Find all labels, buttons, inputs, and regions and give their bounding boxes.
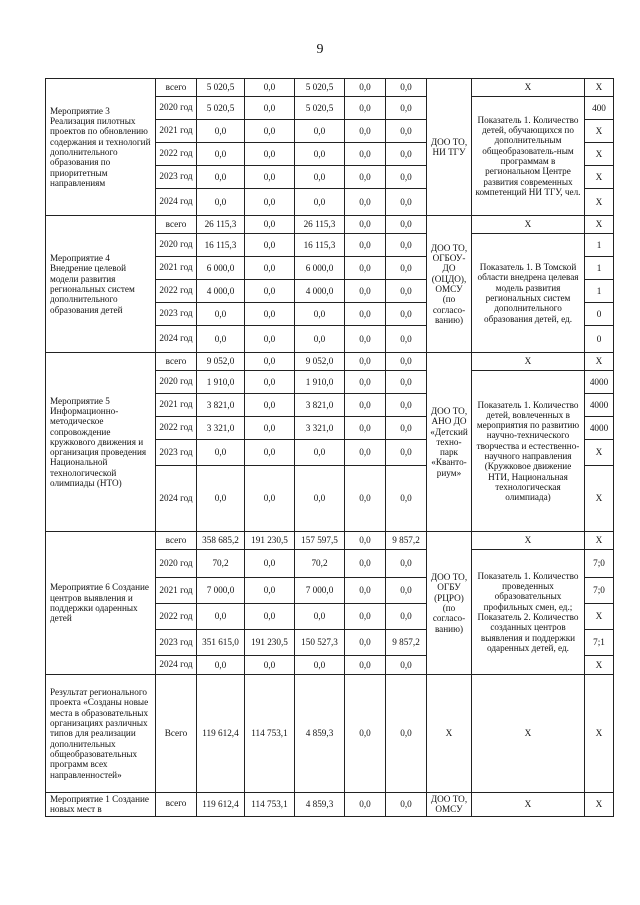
amount-cell: 0,0 — [345, 417, 386, 440]
amount-cell: 9 857,2 — [386, 532, 427, 550]
amount-cell: 0,0 — [245, 166, 295, 189]
year-cell: 2023 год — [156, 630, 197, 656]
year-cell: 2022 год — [156, 143, 197, 166]
amount-cell: 0,0 — [295, 166, 345, 189]
amount-cell: 0,0 — [295, 466, 345, 532]
amount-cell: 0,0 — [345, 166, 386, 189]
amount-cell: 191 230,5 — [245, 532, 295, 550]
target-value-cell: Х — [585, 440, 614, 466]
target-value-cell: Х — [585, 466, 614, 532]
target-value-cell: 7;0 — [585, 550, 614, 578]
indicator-x-cell: Х — [472, 675, 585, 793]
amount-cell: 0,0 — [245, 604, 295, 630]
year-cell: 2020 год — [156, 97, 197, 120]
amount-cell: 0,0 — [386, 417, 427, 440]
amount-cell: 3 821,0 — [197, 394, 245, 417]
target-value-cell: Х — [585, 793, 614, 817]
amount-cell: 0,0 — [386, 79, 427, 97]
amount-cell: 0,0 — [345, 353, 386, 371]
executor-cell: ДОО ТО, ОГБОУ-ДО (ОЦДО), ОМСУ (по согласо-ванию) — [427, 216, 472, 353]
event-cell: Мероприятие 5 Информационно-методическое сопровождение кружкового движения и организация проведения Национальной технологической олимпиады (НТО) — [46, 353, 156, 532]
target-value-cell: 4000 — [585, 371, 614, 394]
amount-cell: 0,0 — [245, 656, 295, 675]
year-cell: 2021 год — [156, 394, 197, 417]
year-cell: 2020 год — [156, 234, 197, 257]
amount-cell: 0,0 — [345, 97, 386, 120]
amount-cell: 0,0 — [386, 578, 427, 604]
amount-cell: 0,0 — [295, 120, 345, 143]
amount-cell: 5 020,5 — [295, 79, 345, 97]
year-cell: 2023 год — [156, 440, 197, 466]
indicator-x-cell: Х — [472, 79, 585, 97]
amount-cell: 0,0 — [245, 120, 295, 143]
target-value-cell: 4000 — [585, 394, 614, 417]
amount-cell: 0,0 — [386, 97, 427, 120]
amount-cell: 0,0 — [345, 189, 386, 216]
amount-cell: 3 321,0 — [197, 417, 245, 440]
target-value-cell: Х — [585, 216, 614, 234]
amount-cell: 0,0 — [295, 656, 345, 675]
table-row — [46, 532, 614, 550]
target-value-cell: Х — [585, 120, 614, 143]
amount-cell: 0,0 — [386, 166, 427, 189]
amount-cell: 0,0 — [245, 326, 295, 353]
table-row — [46, 216, 614, 234]
amount-cell: 0,0 — [197, 143, 245, 166]
event-cell: Мероприятие 4 Внедрение целевой модели развития региональных систем дополнительного образования детей — [46, 216, 156, 353]
amount-cell: 0,0 — [386, 793, 427, 817]
amount-cell: 114 753,1 — [245, 675, 295, 793]
amount-cell: 0,0 — [197, 189, 245, 216]
amount-cell: 0,0 — [345, 371, 386, 394]
amount-cell: 0,0 — [386, 326, 427, 353]
amount-cell: 0,0 — [245, 353, 295, 371]
amount-cell: 9 052,0 — [295, 353, 345, 371]
table-row — [46, 793, 614, 817]
amount-cell: 0,0 — [345, 793, 386, 817]
executor-cell: ДОО ТО, ОГБУ (РЦРО) (по согласо-ванию) — [427, 532, 472, 675]
amount-cell: 0,0 — [345, 466, 386, 532]
target-value-cell: 1 — [585, 234, 614, 257]
target-value-cell: Х — [585, 353, 614, 371]
year-cell: 2021 год — [156, 120, 197, 143]
indicator-x-cell: Х — [472, 532, 585, 550]
amount-cell: 0,0 — [245, 394, 295, 417]
amount-cell: 0,0 — [386, 143, 427, 166]
amount-cell: 0,0 — [245, 578, 295, 604]
amount-cell: 5 020,5 — [295, 97, 345, 120]
amount-cell: 5 020,5 — [197, 79, 245, 97]
amount-cell: 0,0 — [386, 216, 427, 234]
target-value-cell: 400 — [585, 97, 614, 120]
target-value-cell: 4000 — [585, 417, 614, 440]
target-value-cell: Х — [585, 675, 614, 793]
indicator-cell: Показатель 1. Количество проведенных образовательных профильных смен, ед.; Показатель 2. Количество созданных центров выявления и поддержки одаренных детей, ед. — [472, 550, 585, 675]
amount-cell: 0,0 — [386, 466, 427, 532]
amount-cell: 0,0 — [295, 189, 345, 216]
executor-cell: ДОО ТО, НИ ТГУ — [427, 79, 472, 216]
year-cell: 2020 год — [156, 550, 197, 578]
amount-cell: 0,0 — [386, 234, 427, 257]
amount-cell: 16 115,3 — [197, 234, 245, 257]
amount-cell: 0,0 — [197, 166, 245, 189]
executor-cell: ДОО ТО, ОМСУ — [427, 793, 472, 817]
year-cell: 2023 год — [156, 166, 197, 189]
target-value-cell: Х — [585, 79, 614, 97]
amount-cell: 0,0 — [345, 604, 386, 630]
year-cell: Всего — [156, 675, 197, 793]
amount-cell: 4 859,3 — [295, 675, 345, 793]
amount-cell: 0,0 — [295, 440, 345, 466]
amount-cell: 0,0 — [197, 656, 245, 675]
amount-cell: 0,0 — [295, 143, 345, 166]
amount-cell: 0,0 — [245, 257, 295, 280]
amount-cell: 0,0 — [345, 326, 386, 353]
amount-cell: 0,0 — [386, 303, 427, 326]
amount-cell: 0,0 — [386, 675, 427, 793]
year-cell: 2024 год — [156, 189, 197, 216]
year-cell: 2022 год — [156, 417, 197, 440]
amount-cell: 0,0 — [386, 394, 427, 417]
target-value-cell: 0 — [585, 303, 614, 326]
amount-cell: 119 612,4 — [197, 793, 245, 817]
indicator-cell: Показатель 1. В Томской области внедрена целевая модель развития региональных систем дополнительного образования детей, ед. — [472, 234, 585, 353]
amount-cell: 0,0 — [386, 656, 427, 675]
event-cell: Мероприятие 1 Создание новых мест в — [46, 793, 156, 817]
indicator-cell: Показатель 1. Количество детей, вовлеченных в мероприятия по развитию научно-технического творчества и естественно-научного направления (Кружковое движение НТИ, Национальная технологическая олимпиада) — [472, 371, 585, 532]
amount-cell: 26 115,3 — [197, 216, 245, 234]
indicator-x-cell: Х — [472, 353, 585, 371]
year-cell: 2024 год — [156, 466, 197, 532]
amount-cell: 0,0 — [245, 371, 295, 394]
target-value-cell: 1 — [585, 257, 614, 280]
amount-cell: 0,0 — [245, 440, 295, 466]
amount-cell: 7 000,0 — [197, 578, 245, 604]
year-cell: всего — [156, 353, 197, 371]
amount-cell: 191 230,5 — [245, 630, 295, 656]
year-cell: всего — [156, 532, 197, 550]
table-row — [46, 79, 614, 97]
amount-cell: 4 859,3 — [295, 793, 345, 817]
amount-cell: 0,0 — [345, 303, 386, 326]
amount-cell: 0,0 — [386, 550, 427, 578]
amount-cell: 0,0 — [245, 466, 295, 532]
amount-cell: 0,0 — [245, 303, 295, 326]
amount-cell: 0,0 — [245, 417, 295, 440]
amount-cell: 351 615,0 — [197, 630, 245, 656]
amount-cell: 70,2 — [295, 550, 345, 578]
amount-cell: 119 612,4 — [197, 675, 245, 793]
amount-cell: 0,0 — [345, 257, 386, 280]
target-value-cell: 7;0 — [585, 578, 614, 604]
year-cell: 2023 год — [156, 303, 197, 326]
amount-cell: 26 115,3 — [295, 216, 345, 234]
amount-cell: 0,0 — [345, 532, 386, 550]
year-cell: 2022 год — [156, 280, 197, 303]
executor-cell: Х — [427, 675, 472, 793]
year-cell: всего — [156, 793, 197, 817]
amount-cell: 9 857,2 — [386, 630, 427, 656]
amount-cell: 0,0 — [197, 120, 245, 143]
amount-cell: 9 052,0 — [197, 353, 245, 371]
target-value-cell: 1 — [585, 280, 614, 303]
indicator-cell: Показатель 1. Количество детей, обучающихся по дополнительным общеобразователь-ным программам в региональном Центре развития современных компетенций НИ ТГУ, чел. — [472, 97, 585, 216]
target-value-cell: Х — [585, 189, 614, 216]
amount-cell: 0,0 — [245, 550, 295, 578]
amount-cell: 0,0 — [345, 79, 386, 97]
amount-cell: 0,0 — [245, 216, 295, 234]
amount-cell: 0,0 — [245, 280, 295, 303]
amount-cell: 4 000,0 — [295, 280, 345, 303]
amount-cell: 0,0 — [295, 604, 345, 630]
amount-cell: 4 000,0 — [197, 280, 245, 303]
amount-cell: 0,0 — [345, 143, 386, 166]
target-value-cell: Х — [585, 532, 614, 550]
amount-cell: 0,0 — [245, 234, 295, 257]
amount-cell: 0,0 — [386, 353, 427, 371]
amount-cell: 0,0 — [386, 604, 427, 630]
amount-cell: 0,0 — [345, 550, 386, 578]
amount-cell: 0,0 — [245, 79, 295, 97]
amount-cell: 5 020,5 — [197, 97, 245, 120]
amount-cell: 0,0 — [386, 280, 427, 303]
amount-cell: 0,0 — [345, 280, 386, 303]
amount-cell: 0,0 — [345, 656, 386, 675]
amount-cell: 7 000,0 — [295, 578, 345, 604]
table-row — [46, 353, 614, 371]
amount-cell: 0,0 — [345, 440, 386, 466]
amount-cell: 0,0 — [295, 326, 345, 353]
amount-cell: 0,0 — [345, 394, 386, 417]
amount-cell: 0,0 — [386, 371, 427, 394]
amount-cell: 0,0 — [197, 466, 245, 532]
amount-cell: 114 753,1 — [245, 793, 295, 817]
amount-cell: 1 910,0 — [295, 371, 345, 394]
year-cell: 2022 год — [156, 604, 197, 630]
amount-cell: 0,0 — [197, 604, 245, 630]
year-cell: 2021 год — [156, 578, 197, 604]
amount-cell: 0,0 — [345, 630, 386, 656]
target-value-cell: Х — [585, 604, 614, 630]
amount-cell: 0,0 — [245, 189, 295, 216]
amount-cell: 0,0 — [245, 143, 295, 166]
amount-cell: 0,0 — [295, 303, 345, 326]
amount-cell: 6 000,0 — [295, 257, 345, 280]
target-value-cell: 0 — [585, 326, 614, 353]
year-cell: 2024 год — [156, 326, 197, 353]
amount-cell: 0,0 — [197, 326, 245, 353]
amount-cell: 70,2 — [197, 550, 245, 578]
budget-table — [45, 78, 614, 817]
target-value-cell: Х — [585, 143, 614, 166]
page-number: 9 — [316, 42, 324, 57]
amount-cell: 0,0 — [386, 440, 427, 466]
amount-cell: 0,0 — [197, 303, 245, 326]
year-cell: всего — [156, 79, 197, 97]
year-cell: 2024 год — [156, 656, 197, 675]
amount-cell: 1 910,0 — [197, 371, 245, 394]
amount-cell: 0,0 — [245, 97, 295, 120]
amount-cell: 0,0 — [345, 578, 386, 604]
amount-cell: 0,0 — [386, 257, 427, 280]
executor-cell: ДОО ТО, АНО ДО «Детский техно-парк «Кванто-риум» — [427, 353, 472, 532]
amount-cell: 0,0 — [345, 234, 386, 257]
amount-cell: 6 000,0 — [197, 257, 245, 280]
event-cell: Результат регионального проекта «Созданы новые места в образовательных организациях различных типов для реализации дополнительных общеобразовательных программ всех направленностей» — [46, 675, 156, 793]
target-value-cell: Х — [585, 656, 614, 675]
year-cell: 2020 год — [156, 371, 197, 394]
indicator-x-cell: Х — [472, 793, 585, 817]
amount-cell: 0,0 — [345, 120, 386, 143]
amount-cell: 157 597,5 — [295, 532, 345, 550]
amount-cell: 150 527,3 — [295, 630, 345, 656]
event-cell: Мероприятие 3 Реализация пилотных проектов по обновлению содержания и технологий дополнительного образования по приоритетным направлениям — [46, 79, 156, 216]
indicator-x-cell: Х — [472, 216, 585, 234]
amount-cell: 0,0 — [345, 675, 386, 793]
amount-cell: 0,0 — [345, 216, 386, 234]
amount-cell: 358 685,2 — [197, 532, 245, 550]
amount-cell: 16 115,3 — [295, 234, 345, 257]
amount-cell: 0,0 — [197, 440, 245, 466]
amount-cell: 3 821,0 — [295, 394, 345, 417]
amount-cell: 0,0 — [386, 120, 427, 143]
table-row — [46, 675, 614, 793]
target-value-cell: Х — [585, 166, 614, 189]
amount-cell: 3 321,0 — [295, 417, 345, 440]
event-cell: Мероприятие 6 Создание центров выявления и поддержки одаренных детей — [46, 532, 156, 675]
target-value-cell: 7;1 — [585, 630, 614, 656]
amount-cell: 0,0 — [386, 189, 427, 216]
year-cell: всего — [156, 216, 197, 234]
year-cell: 2021 год — [156, 257, 197, 280]
